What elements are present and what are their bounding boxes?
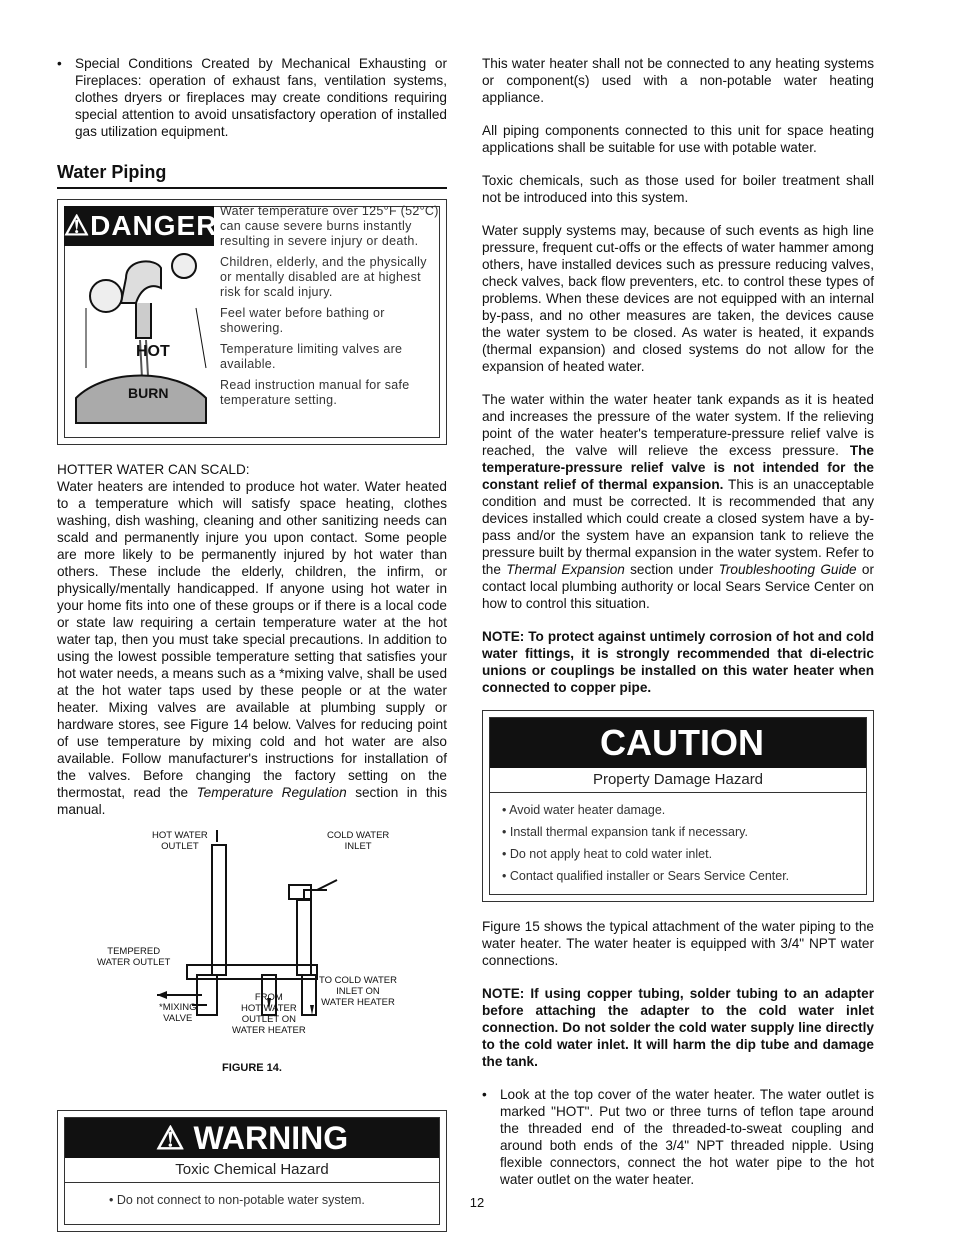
burn-text: BURN <box>128 385 169 401</box>
danger-line: Water temperature over 125°F (52°C) can cause severe burns instantly resulting in severe injury or death. <box>220 204 439 248</box>
scald-title: HOTTER WATER CAN SCALD: <box>57 462 250 477</box>
instruction-bullet: • Look at the top cover of the water heater. The water outlet is marked "HOT". Put two or three turns of teflon tape around the threaded end of the threaded-to-sweat coupling and around both ends of the 3/4" NPT threaded nipple. Using flexible connectors, connect the hot water pipe to the hot water outlet on the water heater. <box>482 1086 874 1188</box>
heading-rule <box>57 187 447 189</box>
cold-water-inlet-label: COLD WATER INLET <box>327 830 390 852</box>
warning-label <box>57 1110 447 1232</box>
caution-item: • Install thermal expansion tank if necessary. <box>502 825 748 839</box>
caution-item: • Do not apply heat to cold water inlet. <box>502 847 713 861</box>
intro-bullet: • Special Conditions Created by Mechanical Exhausting or Fireplaces: operation of exhaust fans, ventilation systems, clothes dryers or fireplaces may create conditions requiring special attention to avoid unsatisfactory operation of installed gas utilization equipment. <box>57 55 447 140</box>
danger-line: Read instruction manual for safe temperature setting. <box>220 378 410 407</box>
caution-hazard: Property Damage Hazard <box>490 768 866 793</box>
danger-line: Feel water before bathing or showering. <box>220 306 385 335</box>
caution-item: • Avoid water heater damage. <box>502 803 666 817</box>
note-copper-tubing: NOTE: If using copper tubing, solder tubing to an adapter before attaching the adapter to the cold water inlet connection. Do not solder the cold water supply line directly to the cold water inlet. It will harm the dip tube and damage the tank. <box>482 986 874 1069</box>
from-hot-water-label: FROM HOT WATER OUTLET ON WATER HEATER <box>232 992 306 1036</box>
warning-banner: ⚠ WARNING <box>65 1118 439 1158</box>
danger-label <box>57 199 447 445</box>
note-dielectric: NOTE: To protect against untimely corrosion of hot and cold water fittings, it is strongly recommended that di-electric unions or couplings be installed on this water heater when connected to copper pipe. <box>482 629 874 695</box>
warning-hazard: Toxic Chemical Hazard <box>65 1158 439 1183</box>
caution-banner: CAUTION <box>490 718 866 768</box>
warning-item: • Do not connect to non-potable water system. <box>109 1193 365 1207</box>
paragraph: All piping components connected to this unit for space heating applications shall be suitable for use with potable water. <box>482 123 874 155</box>
paragraph: The water within the water heater tank expands as it is heated and increases the pressure of the water system. If the relieving point of the water heater's temperature-pressure relief valve is reached, the valve will relieve the excess pressure. The temperature-pressure relief valve is not intended for the constant relief of thermal expansion. This is an unacceptable condition and must be corrected. It is recommended that any devices installed which could create a closed system have a by-pass and/or the system have an expansion tank to relieve the pressure built by thermal expansion in the water system. Refer to the Thermal Expansion section under Troubleshooting Guide or contact local plumbing authority or local Sears Service Center on how to control this situation. <box>482 392 875 611</box>
page-number: 12 <box>469 1195 485 1210</box>
paragraph: Water supply systems may, because of such events as high line pressure, frequent cut-offs or the effects of water hammer among others, have installed devices such as pressure reducing valves, check valves, back flow preventers, etc. to control these types of problems. When these devices are not equipped with an internal by-pass, and no other measures are taken, the devices cause the water system to be closed. As water is heated, it expands (thermal expansion) and closed systems do not allow for the expansion of heated water. <box>482 223 874 374</box>
hot-text: HOT <box>136 343 170 360</box>
mixing-valve-label: *MIXING VALVE <box>159 1002 197 1024</box>
to-cold-water-label: TO COLD WATER INLET ON WATER HEATER <box>319 975 397 1008</box>
caution-item: • Contact qualified installer or Sears Service Center. <box>502 869 790 883</box>
right-column <box>482 55 874 1188</box>
figure-caption: FIGURE 14. <box>222 1062 282 1074</box>
danger-line: Children, elderly, and the physically or mentally disabled are at highest risk for scald injury. <box>220 255 427 299</box>
danger-line: Temperature limiting valves are available. <box>220 342 403 371</box>
caution-label <box>482 710 874 902</box>
figure-14 <box>57 830 447 1080</box>
tempered-water-outlet-label: TEMPERED WATER OUTLET <box>97 946 171 968</box>
hot-water-outlet-label: HOT WATER OUTLET <box>152 830 208 852</box>
section-heading: Water Piping <box>57 162 167 182</box>
paragraph: This water heater shall not be connected to any heating systems or component(s) used with a non-potable water heating appliance. <box>482 56 874 105</box>
paragraph: Figure 15 shows the typical attachment of the water piping to the water heater. The water heater is equipped with 3/4" NPT water connections. <box>482 919 874 968</box>
danger-banner: ⚠DANGER <box>64 206 214 246</box>
scald-body: Water heaters are intended to produce hot water. Water heated to a temperature which will satisfy space heating, clothes washing, dish washing, cleaning and other sanitizing needs can scald and permanently injure you upon contact. Some people are more likely to be permanently injured by hot water than others. These include the elderly, children, the infirm, or physically/mentally handicapped. If anyone using hot water in your home fits into one of these groups or if there is a local code or state law requiring a certain temperature water at the hot water tap, then you must take special precautions. In addition to using the lowest possible temperature setting that satisfies your hot water needs, a means such as a *mixing valve, shall be used at the hot water taps used by these people or at the water heater. Mixing valves are available at plumbing supply or hardware stores, see Figure 14 below. Valves for reducing point of use temperature by mixing cold and hot water are also available. Follow manufacturer's instructions for installation of the valves. Before changing the factory setting on the thermostat, read the Temperature Regulation section in this manual. <box>57 479 447 817</box>
danger-text <box>220 204 442 414</box>
left-column <box>57 55 447 1232</box>
scald-faucet-illustration <box>66 248 216 433</box>
paragraph: Toxic chemicals, such as those used for boiler treatment shall not be introduced into this system. <box>482 173 874 205</box>
